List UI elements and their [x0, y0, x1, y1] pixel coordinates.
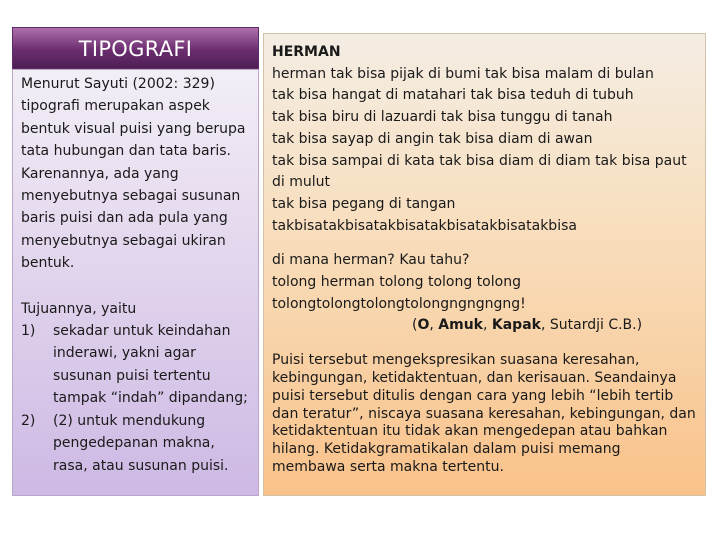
purpose-text: (2) untuk mendukung pengedepanan makna, rasa, atau susunan puisi. — [53, 412, 229, 474]
poem-line: tak bisa sampai di kata tak bisa diam di diam tak bisa paut di mulut — [272, 152, 687, 191]
poem-line: tolong herman tolong tolong tolong — [272, 274, 521, 291]
poem-line: herman tak bisa pijak di bumi tak bisa malam di bulan — [272, 65, 654, 82]
citation-poem: Amuk — [438, 317, 483, 334]
poem-line: takbisatakbisatakbisatakbisatakbisatakbisa — [272, 217, 577, 234]
poem-line: di mana herman? Kau tahu? — [272, 252, 470, 269]
purpose-number: 1) — [21, 323, 36, 340]
purpose-text: sekadar untuk keindahan inderawi, yakni agar susunan puisi tertentu tampak “indah” dipandang; — [53, 323, 248, 407]
poem-line: tolongtolongtolongtolongngngngng! — [272, 295, 526, 312]
poem-citation: (O, Amuk, Kapak, Sutardji C.B.) — [412, 317, 643, 334]
poem-line: tak bisa biru di lazuardi tak bisa tunggu di tanah — [272, 109, 613, 126]
citation-author: O — [417, 317, 430, 334]
purpose-item — [21, 320, 250, 410]
definition-text: Menurut Sayuti (2002: 329) tipografi merupakan aspek bentuk visual puisi yang berupa tata hubungan dan tata baris. Karenannya, ada yang menyebutnya sebagai susunan baris puisi dan ada pula yang menyebutnya sebagai ukiran bentuk. — [21, 76, 246, 272]
poem-line: tak bisa sayap di angin tak bisa diam di awan — [272, 130, 593, 147]
purpose-intro: Tujuannya, yaitu — [21, 300, 137, 317]
definition-panel — [12, 69, 259, 496]
poem-line: tak bisa hangat di matahari tak bisa teduh di tubuh — [272, 87, 634, 104]
poem-title: HERMAN — [272, 44, 341, 60]
poem-commentary: Puisi tersebut mengekspresikan suasana keresahan, kebingungan, ketidaktentuan, dan kerisauan. Seandainya puisi tersebut ditulis dengan cara yang lebih “lebih tertib dan teratur”, niscaya suasana keresahan, kebingungan, dan ketidaktentuan itu tidak akan mengedepan atau bahkan hilang. Ketidakgramatikalan dalam puisi memang membawa serta makna tertentu. — [272, 352, 696, 475]
poem-panel — [263, 33, 706, 496]
citation-book: Kapak — [491, 317, 541, 334]
slide-title: TIPOGRAFI — [12, 27, 259, 69]
purpose-number: 2) — [21, 412, 36, 429]
poem-line: tak bisa pegang di tangan — [272, 195, 456, 212]
purpose-item — [21, 410, 250, 477]
purpose-list — [21, 320, 250, 477]
